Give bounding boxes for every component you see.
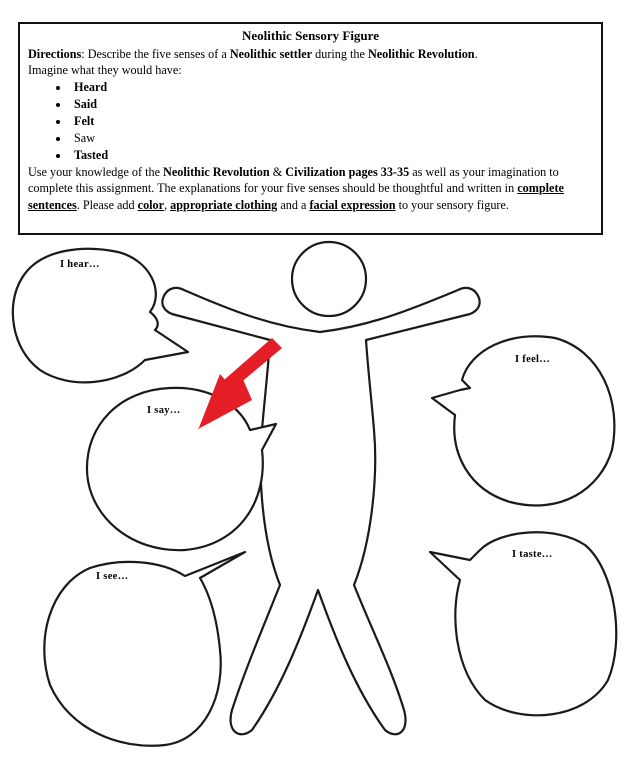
hear-label: I hear…	[60, 259, 100, 270]
para-text-5: ,	[164, 197, 171, 212]
directions-text-1: : Describe the five senses of a	[81, 46, 230, 61]
sensory-figure-area	[0, 240, 625, 784]
see-bubble	[44, 552, 245, 746]
instructions-paragraph	[28, 164, 593, 214]
para-text-6: and a	[277, 197, 310, 212]
directions-label: Directions	[28, 46, 82, 61]
worksheet-title: Neolithic Sensory Figure	[242, 28, 379, 43]
para-text-2: &	[269, 164, 286, 179]
para-bold-2: Civilization pages 33-35	[285, 164, 410, 179]
directions-text-3: .	[474, 46, 478, 61]
sense-item-said: • Said	[70, 96, 593, 113]
directions-line	[28, 46, 593, 63]
sensory-figure-svg	[0, 240, 625, 784]
sense-item-felt: • Felt	[70, 113, 593, 130]
para-bold-4: color	[137, 197, 165, 212]
imagine-line: Imagine what they would have:	[28, 63, 182, 77]
para-text-1: Use your knowledge of the	[28, 164, 164, 179]
directions-text-2: during the	[312, 46, 368, 61]
para-bold-1: Neolithic Revolution	[163, 164, 270, 179]
directions-box	[18, 22, 603, 235]
person-head-outline	[292, 242, 366, 316]
senses-list	[28, 79, 593, 164]
taste-label: I taste…	[512, 549, 553, 560]
directions-bold-2: Neolithic Revolution	[367, 46, 475, 61]
say-label: I say…	[147, 405, 181, 416]
say-bubble	[87, 388, 276, 550]
feel-label: I feel…	[515, 354, 551, 365]
para-text-3: as well as your imagination to complete this assignment. The explanations for your five senses should be thoughtful and written in	[28, 164, 559, 195]
para-text-7: to your sensory figure.	[395, 197, 509, 212]
para-bold-3: complete sentences	[28, 181, 564, 212]
sense-item-tasted: • Tasted	[70, 147, 593, 164]
sense-item-saw: • Saw	[70, 130, 593, 147]
hear-bubble	[13, 249, 188, 382]
para-bold-6: facial expression	[309, 197, 396, 212]
para-bold-5: appropriate clothing	[170, 197, 278, 212]
para-text-4: . Please add	[76, 197, 138, 212]
see-label: I see…	[96, 571, 129, 582]
directions-bold-1: Neolithic settler	[229, 46, 313, 61]
sense-item-heard: • Heard	[70, 79, 593, 96]
